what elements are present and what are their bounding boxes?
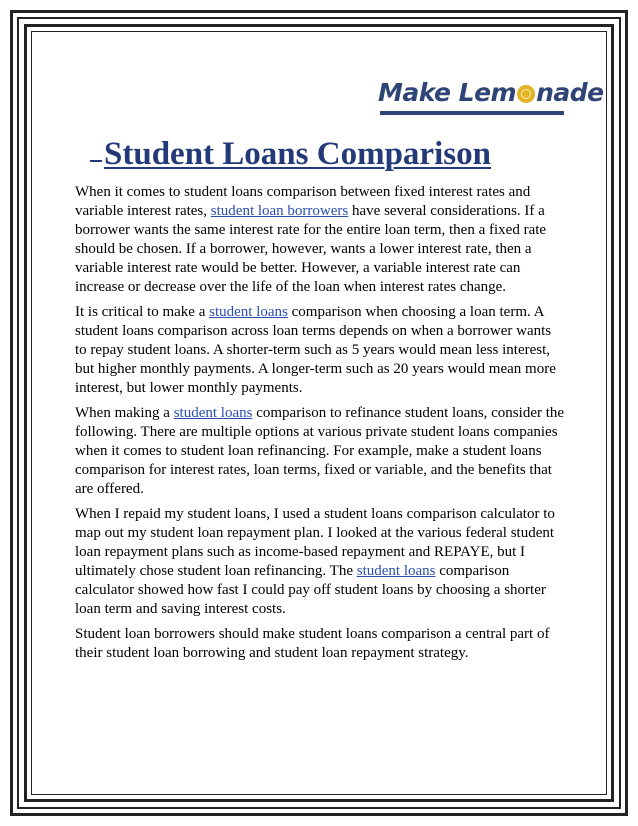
- student-loan-borrowers-link[interactable]: student loan borrowers: [210, 203, 349, 219]
- paragraph-3: [75, 404, 565, 499]
- article-body: [75, 183, 565, 669]
- paragraph-text: comparison to refinance student loans, consider the following. There are multiple options at various private student loans companies when it comes to student loan refinancing. For example, make a student loans comparison for interest rates, loan terms, fixed or variable, and the benefits that are offered.: [75, 405, 565, 497]
- student-loans-link[interactable]: student loans: [209, 304, 288, 320]
- page-title: [90, 134, 570, 174]
- paragraph-2: [75, 303, 565, 398]
- logo-text: [378, 78, 604, 108]
- student-loans-link[interactable]: student loans: [173, 405, 253, 421]
- logo-text-part2: nade: [536, 78, 604, 107]
- paragraph-4: [75, 505, 565, 619]
- make-lemonade-logo: [378, 78, 604, 120]
- paragraph-text: comparison calculator showed how fast I could pay off student loans by choosing a shorter loan term and saving interest costs.: [75, 563, 546, 617]
- paragraph-1: [75, 183, 565, 297]
- logo-underline: [380, 111, 564, 115]
- paragraph-text: When it comes to student loans comparison between fixed interest rates and variable interest rates,: [75, 184, 531, 219]
- paragraph-text: have several considerations. If a borrower wants the same interest rate for the entire loan term, then a fixed rate should be chosen. If a borrower, however, wants a lower interest rate, then a variable interest rate would be better. However, a variable interest rate can increase or decrease over the life of the loan when interest rates change.: [75, 203, 547, 295]
- page-title-text: Student Loans Comparison: [104, 136, 491, 172]
- title-leading-underline: [90, 160, 102, 162]
- paragraph-text: When making a: [75, 405, 174, 421]
- paragraph-text: comparison when choosing a loan term. A student loans comparison across loan terms depends on when a borrower wants to repay student loans. A shorter-term such as 5 years would mean less interest, but higher monthly payments. A longer-term such as 20 years would mean more interest, but lower monthly payments.: [75, 304, 556, 396]
- logo-text-part1: Make Lem: [378, 78, 517, 107]
- paragraph-5: Student loan borrowers should make student loans comparison a central part of their student loan borrowing and student loan repayment strategy.: [75, 626, 550, 661]
- paragraph-text: When I repaid my student loans, I used a student loans comparison calculator to map out my student loan repayment plan. I looked at the various federal student loan repayment plans such as income-based repayment and REPAYE, but I ultimately chose student loan refinancing. The: [75, 506, 555, 579]
- lemon-icon: [517, 85, 535, 103]
- student-loans-link[interactable]: student loans: [356, 563, 436, 579]
- paragraph-text: It is critical to make a: [75, 304, 210, 320]
